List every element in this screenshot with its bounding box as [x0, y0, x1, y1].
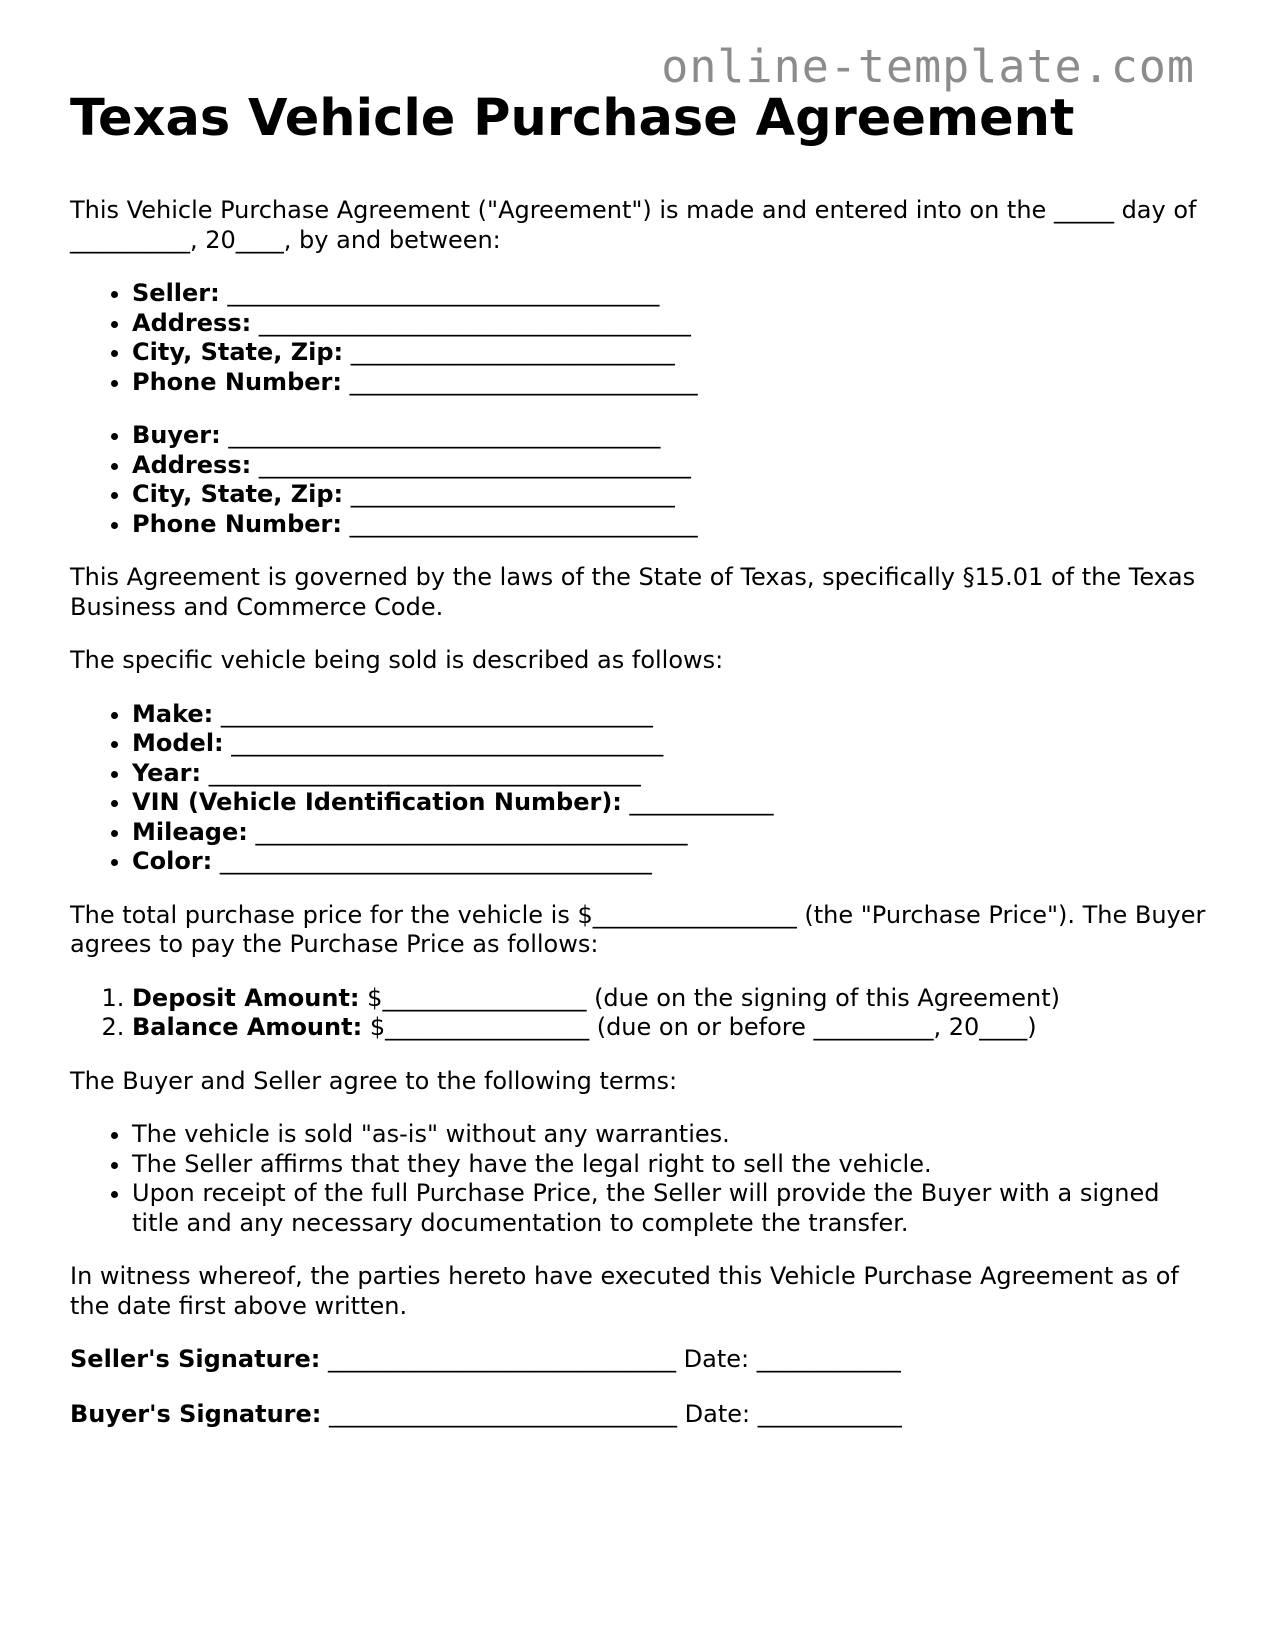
- blank-line: ___________________________: [350, 338, 675, 366]
- vehicle-make-item: [132, 700, 1210, 730]
- vehicle-intro-paragraph: The specific vehicle being sold is described as follows:: [70, 646, 724, 674]
- balance-item: [132, 1013, 1210, 1043]
- purchase-price-paragraph: The total purchase price for the vehicle is $_________________ (the "Purchase Price"). The Buyer agrees to pay the Purchase Price as follows:: [70, 900, 1206, 958]
- signature-blank: _____________________________: [328, 1345, 676, 1373]
- blank-line: ____________________________________: [258, 308, 691, 337]
- vehicle-year-item: [132, 759, 1210, 789]
- buyer-name-item: [132, 421, 1210, 451]
- seller-details-list: [70, 279, 1210, 397]
- term-item: • The Seller affirms that they have the legal right to sell the vehicle.: [132, 1150, 1210, 1180]
- vehicle-mileage-item: [132, 818, 1210, 848]
- governing-law-paragraph: This Agreement is governed by the laws of the State of Texas, specifically §15.01 of the Texas Business and Commerce Code.: [70, 563, 1196, 621]
- document-title: Texas Vehicle Purchase Agreement: [70, 89, 1075, 148]
- vehicle-details-list: [70, 700, 1210, 877]
- buyer-address-item: [132, 451, 1210, 481]
- intro-paragraph: This Vehicle Purchase Agreement ("Agreement") is made and entered into on the _____ day of __________, 20____, by and between:: [70, 196, 1197, 254]
- signature-block: [70, 1345, 1210, 1429]
- buyer-signature-line: [70, 1400, 1210, 1430]
- date-blank: ____________: [757, 1399, 902, 1428]
- blank-line: ____________________________________: [208, 758, 641, 787]
- terms-list: [70, 1120, 1210, 1238]
- seller-address-item: [132, 309, 1210, 339]
- blank-line: ____________________________________: [220, 699, 653, 728]
- field-label: Deposit Amount:: [132, 983, 360, 1012]
- seller-name-item: [132, 279, 1210, 309]
- vehicle-vin-item: [132, 788, 1210, 818]
- field-label: Year:: [132, 758, 202, 787]
- term-item: • Upon receipt of the full Purchase Price, the Seller will provide the Buyer with a signed title and any necessary documentation to complete the transfer.: [132, 1179, 1210, 1238]
- payment-text: $_________________ (due on or before __________, 20____): [369, 1013, 1037, 1041]
- blank-line: ____________: [629, 788, 774, 816]
- field-label: Make:: [132, 699, 214, 728]
- blank-line: ___________________________: [350, 480, 675, 508]
- date-label: Date:: [683, 1345, 750, 1373]
- field-label: City, State, Zip:: [132, 338, 344, 366]
- vehicle-model-item: [132, 729, 1210, 759]
- field-label: Balance Amount:: [132, 1013, 363, 1041]
- blank-line: _____________________________: [349, 509, 698, 538]
- field-label: Address:: [132, 450, 252, 479]
- blank-line: ____________________________________: [227, 279, 660, 307]
- seller-city-item: [132, 338, 1210, 368]
- field-label: Color:: [132, 847, 213, 875]
- date-label: Date:: [684, 1399, 751, 1428]
- blank-line: _____________________________: [349, 367, 698, 396]
- field-label: Phone Number:: [132, 367, 342, 396]
- field-label: Mileage:: [132, 817, 248, 846]
- blank-line: ____________________________________: [228, 421, 661, 449]
- payment-text: $_________________ (due on the signing of this Agreement): [367, 983, 1061, 1012]
- vehicle-color-item: [132, 847, 1210, 877]
- blank-line: ____________________________________: [231, 729, 664, 757]
- blank-line: ____________________________________: [255, 817, 688, 846]
- blank-line: ____________________________________: [219, 847, 652, 875]
- buyer-details-list: [70, 421, 1210, 539]
- field-label: Model:: [132, 729, 224, 757]
- seller-signature-line: [70, 1345, 1210, 1375]
- buyer-city-item: [132, 480, 1210, 510]
- date-blank: ____________: [756, 1345, 901, 1373]
- terms-intro-paragraph: The Buyer and Seller agree to the following terms:: [70, 1066, 678, 1095]
- watermark: online-template.com: [661, 40, 1195, 93]
- signature-label: Buyer's Signature:: [70, 1399, 322, 1428]
- term-item: • The vehicle is sold "as-is" without any warranties.: [132, 1120, 1210, 1150]
- field-label: Buyer:: [132, 421, 221, 449]
- signature-label: Seller's Signature:: [70, 1345, 321, 1373]
- document-page: [70, 84, 1210, 1429]
- field-label: Phone Number:: [132, 509, 342, 538]
- witness-paragraph: In witness whereof, the parties hereto have executed this Vehicle Purchase Agreement as of the date first above written.: [70, 1262, 1179, 1320]
- field-label: VIN (Vehicle Identification Number):: [132, 788, 622, 816]
- field-label: City, State, Zip:: [132, 480, 344, 508]
- payment-schedule-list: [70, 984, 1210, 1043]
- buyer-phone-item: [132, 510, 1210, 540]
- deposit-item: [132, 984, 1210, 1014]
- field-label: Seller:: [132, 279, 220, 307]
- blank-line: ____________________________________: [258, 450, 691, 479]
- signature-blank: _____________________________: [329, 1399, 678, 1428]
- seller-phone-item: [132, 368, 1210, 398]
- field-label: Address:: [132, 308, 252, 337]
